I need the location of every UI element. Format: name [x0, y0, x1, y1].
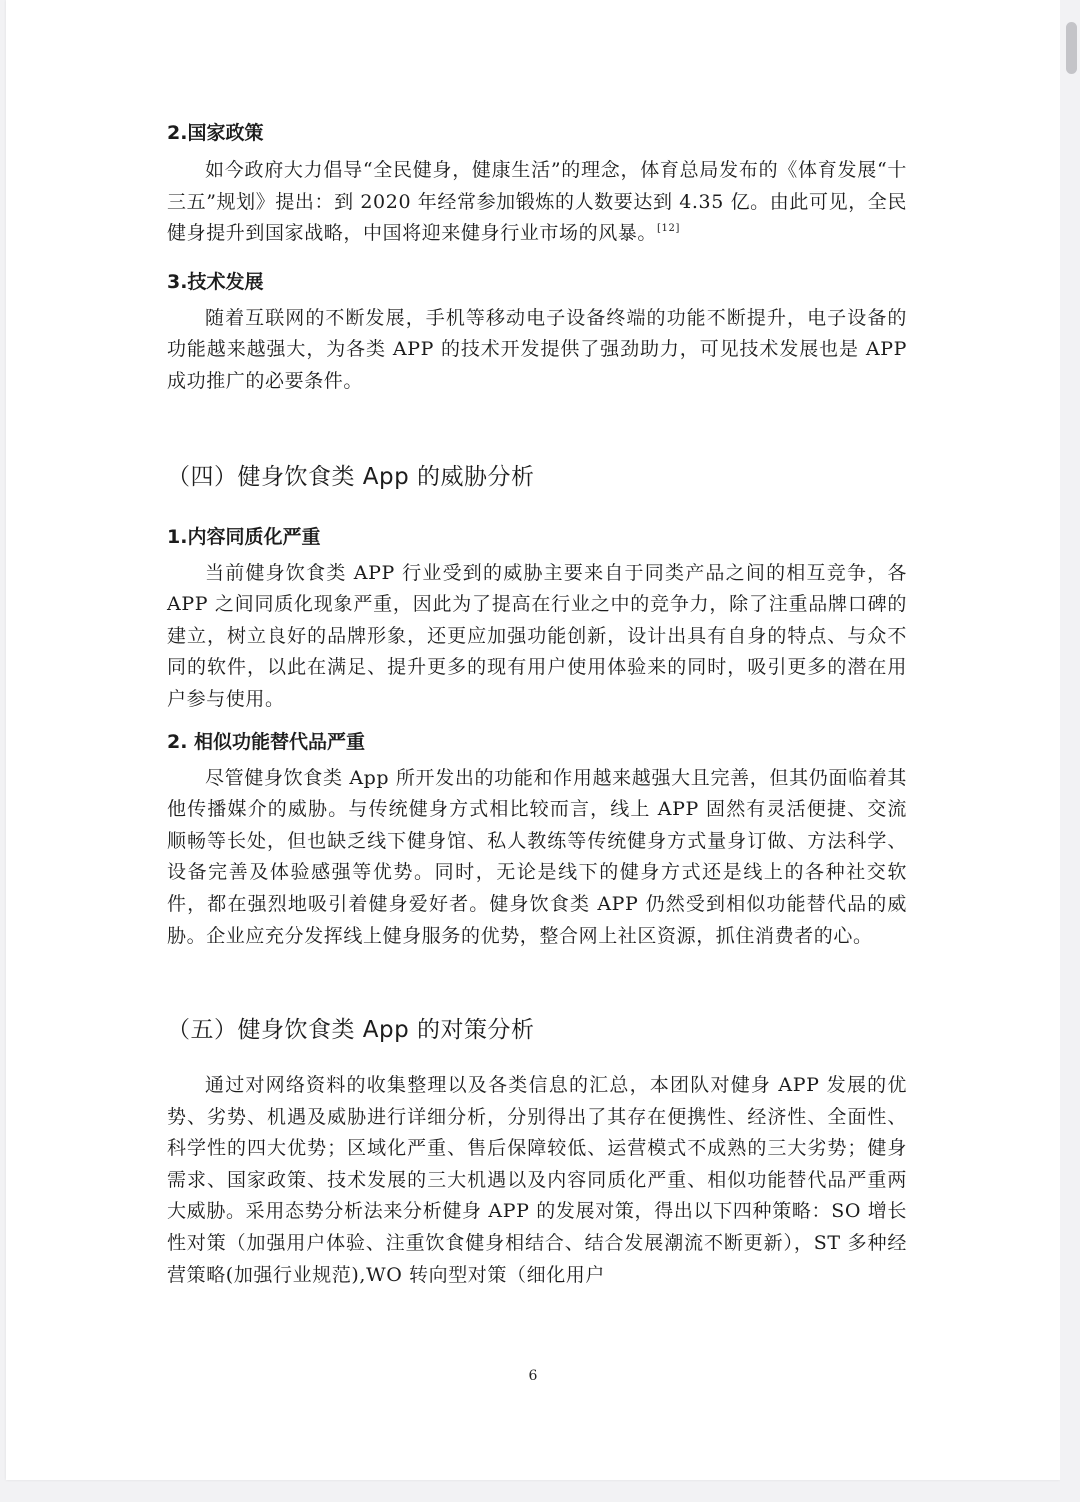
paragraph-strategy-analysis: 通过对网络资料的收集整理以及各类信息的汇总，本团队对健身 APP 发展的优势、劣势、机遇及威胁进行详细分析，分别得出了其存在便携性、经济性、全面性、科学性的四大优势；区域化严重、售后保障较低、运营模式不成熟的三大劣势；健身需求、国家政策、技术发展的三大机遇以及内容同质化严重、相似功能替代品严重两大威胁。采用态势分析法来分析健身 APP 的发展对策，得出以下四种策略：SO 增长性对策（加强用户体验、注重饮食健身相结合、结合发展潮流不断更新），ST 多种经营策略(加强行业规范),WO 转向型对策（细化用户 — [167, 1074, 907, 1286]
paragraph-national-policy — [167, 155, 907, 250]
section-title-threat-analysis: （四）健身饮食类 App 的威胁分析 — [167, 463, 535, 490]
heading-tech-development: 3.技术发展 — [167, 270, 264, 293]
page-content — [167, 118, 907, 1291]
heading-national-policy: 2.国家政策 — [167, 122, 264, 144]
paragraph-similar-substitutes: 尽管健身饮食类 App 所开发出的功能和作用越来越强大且完善，但其仍面临着其他传播媒介的威胁。与传统健身方式相比较而言，线上 APP 固然有灵活便捷、交流顺畅等长处，但也缺乏线下健身馆、私人教练等传统健身方式量身订做、方法科学、设备完善及体验感强等优势。同时，无论是线下的健身方式还是线上的各种社交软件，都在强烈地吸引着健身爱好者。健身饮食类 APP 仍然受到相似功能替代品的威胁。企业应充分发挥线上健身服务的优势，整合网上社区资源，抓住消费者的心。 — [167, 766, 907, 947]
scrollbar-thumb[interactable] — [1066, 22, 1077, 74]
document-page — [6, 0, 1060, 1480]
paragraph-content-homogenization: 当前健身饮食类 APP 行业受到的威胁主要来自于同类产品之间的相互竞争，各 APP 之间同质化现象严重，因此为了提高在行业之中的竞争力，除了注重品牌口碑的建立，树立良好的品牌形象，还更应加强功能创新，设计出具有自身的特点、与众不同的软件，以此在满足、提升更多的现有用户使用体验来的同时，吸引更多的潜在用户参与使用。 — [167, 561, 907, 710]
section-title-strategy-analysis: （五）健身饮食类 App 的对策分析 — [167, 1017, 535, 1044]
paragraph-national-policy-text: 如今政府大力倡导“全民健身，健康生活”的理念，体育总局发布的《体育发展“十三五”规划》提出：到 2020 年经常参加锻炼的人数要达到 4.35 亿。由此可见，全民健身提升到国家战略，中国将迎来健身行业市场的风暴。 — [167, 159, 907, 245]
page-number: 6 — [528, 1368, 538, 1384]
paragraph-tech-development: 随着互联网的不断发展，手机等移动电子设备终端的功能不断提升，电子设备的功能越来越强大，为各类 APP 的技术开发提供了强劲助力，可见技术发展也是 APP 成功推广的必要条件。 — [167, 306, 907, 392]
citation-12: [12] — [657, 223, 680, 235]
heading-content-homogenization: 1.内容同质化严重 — [167, 525, 321, 548]
vertical-scrollbar[interactable] — [1060, 0, 1080, 1502]
heading-similar-substitutes: 2. 相似功能替代品严重 — [167, 730, 366, 753]
